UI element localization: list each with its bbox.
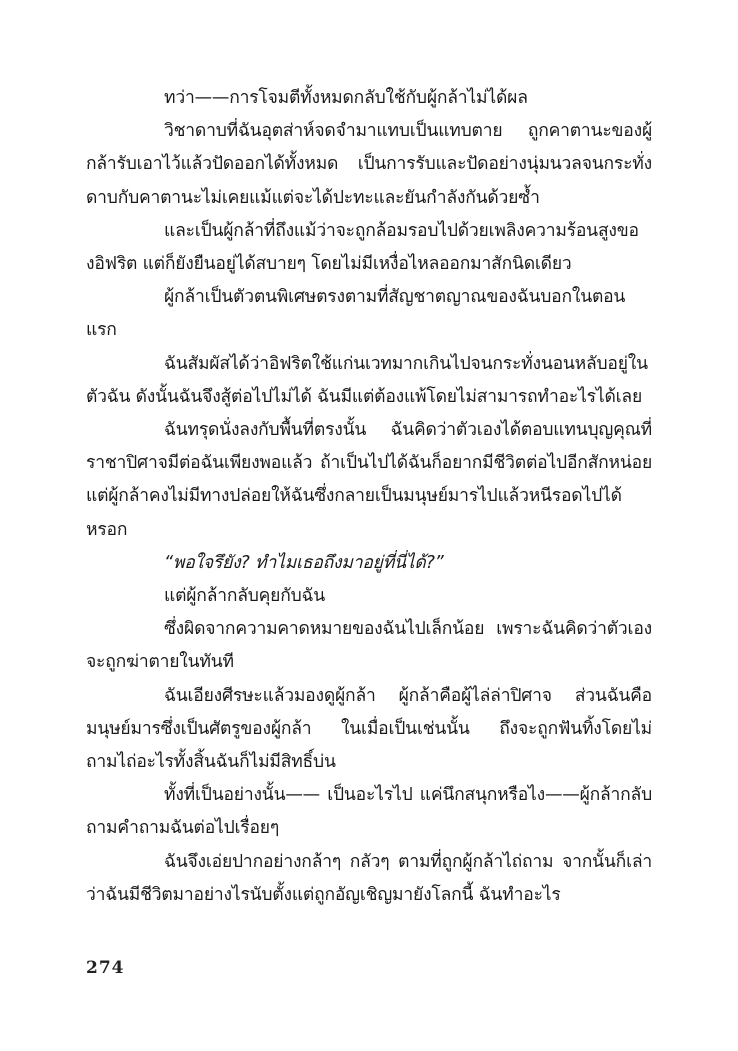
paragraph: ทว่า——การโจมตีทั้งหมดกลับใช้กับผู้กล้าไม่ได้ผล xyxy=(164,88,528,108)
paragraph: ฉันสัมผัสได้ว่าอิฟริตใช้แก่นเวทมากเกินไปจนกระทั่งนอนหลับอยู่ในตัวฉัน ดังนั้นฉันจึงสู้ต่อไปไม่ได้ ฉันมีแต่ต้องแพ้โดยไม่สามารถทำอะไรได้เลย xyxy=(86,353,648,407)
paragraph: ฉันจึงเอ่ยปากอย่างกล้าๆ กลัวๆ ตามที่ถูกผู้กล้าไถ่ถาม จากนั้นก็เล่าว่าฉันมีชีวิตมาอย่างไรนับตั้งแต่ถูกอัญเชิญมายังโลกนี้ ฉันทำอะไร xyxy=(86,851,652,905)
paragraph: ทั้งที่เป็นอย่างนั้น—— เป็นอะไรไป แค่นึกสนุกหรือไง——ผู้กล้ากลับถามคำถามฉันต่อไปเรื่อยๆ xyxy=(86,785,652,839)
paragraph: ฉันเอียงศีรษะแล้วมองดูผู้กล้า ผู้กล้าคือผู้ไล่ล่าปิศาจ ส่วนฉันคือมนุษย์มารซึ่งเป็นศัตรูของผู้กล้า ในเมื่อเป็นเช่นนั้น ถึงจะถูกฟันทิ้งโดยไม่ถามไถ่อะไรทั้งสิ้นฉันก็ไม่มีสิทธิ์บ่น xyxy=(86,685,652,773)
paragraph: ผู้กล้าเป็นตัวตนพิเศษตรงตามที่สัญชาตญาณของฉันบอกในตอนแรก xyxy=(86,287,626,341)
page-number: 274 xyxy=(86,958,125,978)
paragraph: และเป็นผู้กล้าที่ถึงแม้ว่าจะถูกล้อมรอบไปด้วยเพลิงความร้อนสูงของอิฟริต แต่ก็ยังยืนอยู่ได้สบายๆ โดยไม่มีเหงื่อไหลออกมาสักนิดเดียว xyxy=(86,220,639,275)
paragraph: วิชาดาบที่ฉันอุตส่าห์จดจำมาแทบเป็นแทบตาย ถูกคาตานะของผู้กล้ารับเอาไว้แล้วปัดออกได้ทั้งหมด เป็นการรับและปัดอย่างนุ่มนวลจนกระทั่งดาบกับคาตานะไม่เคยแม้แต่จะได้ปะทะและยันกำลังกันด้วยซ้ำ xyxy=(86,121,652,208)
paragraph: ซึ่งผิดจากความคาดหมายของฉันไปเล็กน้อย เพราะฉันคิดว่าตัวเองจะถูกฆ่าตายในทันที xyxy=(86,619,652,673)
text-body xyxy=(86,82,652,912)
paragraph: ฉันทรุดนั่งลงกับพื้นที่ตรงนั้น ฉันคิดว่าตัวเองได้ตอบแทนบุญคุณที่ราชาปิศาจมีต่อฉันเพียงพอแล้ว ถ้าเป็นไปได้ฉันก็อยากมีชีวิตต่อไปอีกสักหน่อย แต่ผู้กล้าคงไม่มีทางปล่อยให้ฉันซึ่งกลายเป็นมนุษย์มารไปแล้วหนีรอดไปได้หรอก xyxy=(86,420,652,540)
dialogue-line: “พอใจรึยัง? ทำไมเธอถึงมาอยู่ที่นี่ได้?” xyxy=(164,552,444,573)
paragraph: แต่ผู้กล้ากลับคุยกับฉัน xyxy=(164,586,326,607)
